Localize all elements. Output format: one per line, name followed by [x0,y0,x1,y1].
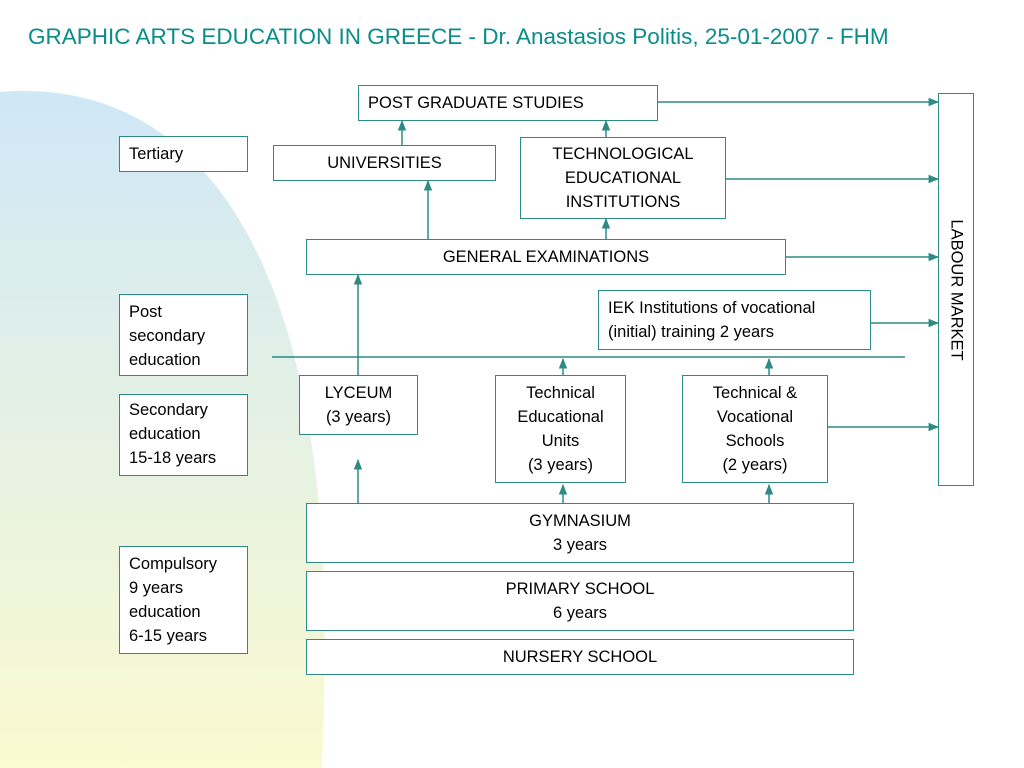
node-gymnasium-line: GYMNASIUM [529,512,631,530]
page-title: GRAPHIC ARTS EDUCATION IN GREECE - Dr. Anastasios Politis, 25-01-2007 - FHM [28,24,889,49]
node-iek-institutions [598,290,871,350]
level-tertiary-line: Tertiary [129,145,184,163]
node-lyceum [299,375,418,435]
node-technological-institutions [520,137,726,219]
node-tvs-line: (2 years) [722,456,788,474]
node-teu-line: Educational [517,408,604,426]
level-secondary-line: 15-18 years [129,449,217,467]
node-tei-line: EDUCATIONAL [564,169,682,187]
node-teu-line: (3 years) [527,456,594,474]
node-universities-line: UNIVERSITIES [327,154,442,172]
level-post-secondary [119,294,248,376]
node-teu-line: Units [541,432,580,450]
node-technical-educational-units [495,375,626,483]
node-lyceum-line: LYCEUM [324,384,393,402]
node-primary-school [306,571,854,631]
node-technical-vocational-schools [682,375,828,483]
level-secondary-line: Secondary [129,401,208,419]
level-compulsory [119,546,248,654]
level-compulsory-line: education [129,603,201,621]
labour-market-label: LABOUR MARKET [947,219,966,361]
node-tei-line: INSTITUTIONS [565,193,681,211]
node-primary-line: PRIMARY SCHOOL [505,580,655,598]
level-compulsory-line: 9 years [129,579,184,597]
node-general-exams-line: GENERAL EXAMINATIONS [442,248,650,266]
node-post-graduate-studies [358,85,658,121]
level-post-secondary-line: secondary [129,327,206,345]
level-compulsory-line: 6-15 years [129,627,207,645]
node-gymnasium [306,503,854,563]
node-primary-line: 6 years [552,604,608,622]
level-post-secondary-line: Post [129,303,163,321]
node-nursery-school [306,639,854,675]
node-post-graduate-line: POST GRADUATE STUDIES [368,94,584,112]
node-universities [273,145,496,181]
node-iek-line: IEK Institutions of vocational [608,299,816,317]
node-tvs-line: Technical & [712,384,798,402]
level-post-secondary-line: education [129,351,201,369]
node-gymnasium-line: 3 years [552,536,608,554]
level-compulsory-line: Compulsory [129,555,218,573]
node-tvs-line: Schools [725,432,785,450]
node-teu-line: Technical [526,384,595,402]
node-nursery-line: NURSERY SCHOOL [502,648,658,666]
node-general-examinations [306,239,786,275]
node-tvs-line: Vocational [716,408,794,426]
level-secondary [119,394,248,476]
level-tertiary [119,136,248,172]
node-iek-line: (initial) training 2 years [608,323,774,341]
node-lyceum-line: (3 years) [325,408,392,426]
node-tei-line: TECHNOLOGICAL [552,145,694,163]
level-secondary-line: education [129,425,201,443]
